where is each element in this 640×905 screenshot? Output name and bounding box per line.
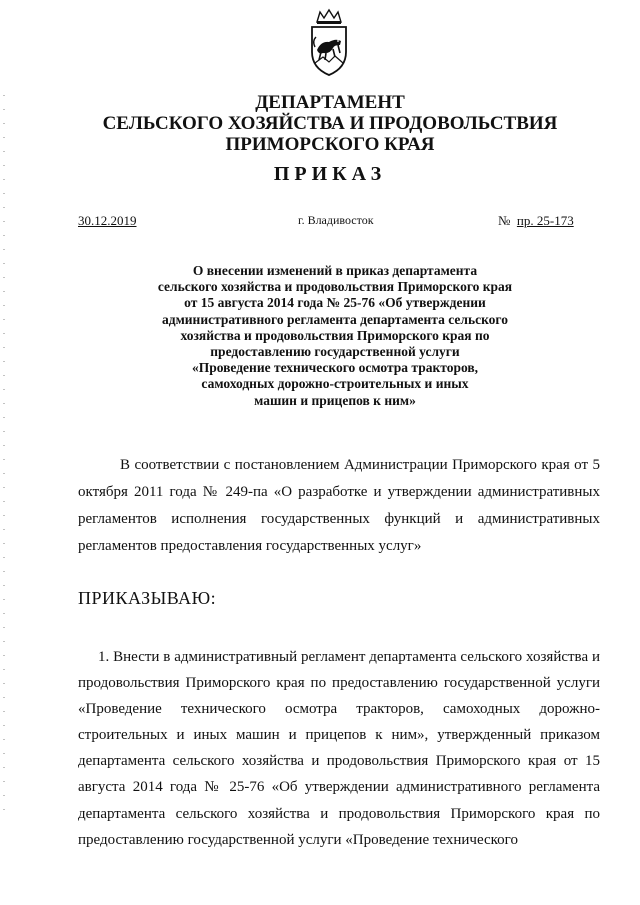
department-header <box>60 92 600 155</box>
order-item-1: 1. Внести в административный регламент департамента сельского хозяйства и продовольствия Приморского края по предоставлению государственной услуги «Проведение технического осмотра тракторов, самоходных дорожно-строительных и иных машин и прицепов к ним», утвержденный приказом департамента сельского хозяйства и продовольствия Приморского края от 15 августа 2014 года № 25-76 «Об утверждении административного регламента департамента сельского хозяйства и продовольствия Приморского края по предоставлению государственной услуги «Проведение технического <box>78 649 600 848</box>
title-line: машин и прицепов к ним» <box>254 392 416 408</box>
document-type: ПРИКАЗ <box>273 163 387 185</box>
coat-of-arms-icon <box>303 8 355 78</box>
number-value: пр. 25-173 <box>516 213 574 228</box>
header-line: ДЕПАРТАМЕНТ <box>255 92 405 113</box>
header-line: ПРИМОРСКОГО КРАЯ <box>225 134 435 155</box>
title-line: «Проведение технического осмотра тракторов, <box>191 360 479 376</box>
order-date: 30.12.2019 <box>78 213 137 228</box>
number-sign: № <box>498 213 511 228</box>
title-line: предоставлению государственной услуги <box>210 344 460 360</box>
order-city: г. Владивосток <box>298 213 374 227</box>
title-line: самоходных дорожно-строительных и иных <box>201 376 469 392</box>
scan-margin-marks <box>3 95 5 815</box>
title-line: сельского хозяйства и продовольствия Приморского края <box>157 279 513 295</box>
title-line: административного регламента департамента сельского <box>162 311 508 327</box>
title-line: от 15 августа 2014 года № 25-76 «Об утверждении <box>184 295 486 311</box>
title-line: хозяйства и продовольствия Приморского края по <box>180 327 490 343</box>
header-line: СЕЛЬСКОГО ХОЗЯЙСТВА И ПРОДОВОЛЬСТВИЯ <box>102 113 558 134</box>
title-line: О внесении изменений в приказ департамента <box>192 263 478 278</box>
preamble-paragraph: В соответствии с постановлением Администрации Приморского края от 5 октября 2011 года № 249-па «О разработке и утверждении административных регламентов исполнения государственных функций и административных регламентов предоставления государственных услуг» <box>78 457 600 554</box>
orders-heading: ПРИКАЗЫВАЮ: <box>78 588 217 608</box>
order-title <box>120 263 550 409</box>
order-number <box>498 213 574 229</box>
